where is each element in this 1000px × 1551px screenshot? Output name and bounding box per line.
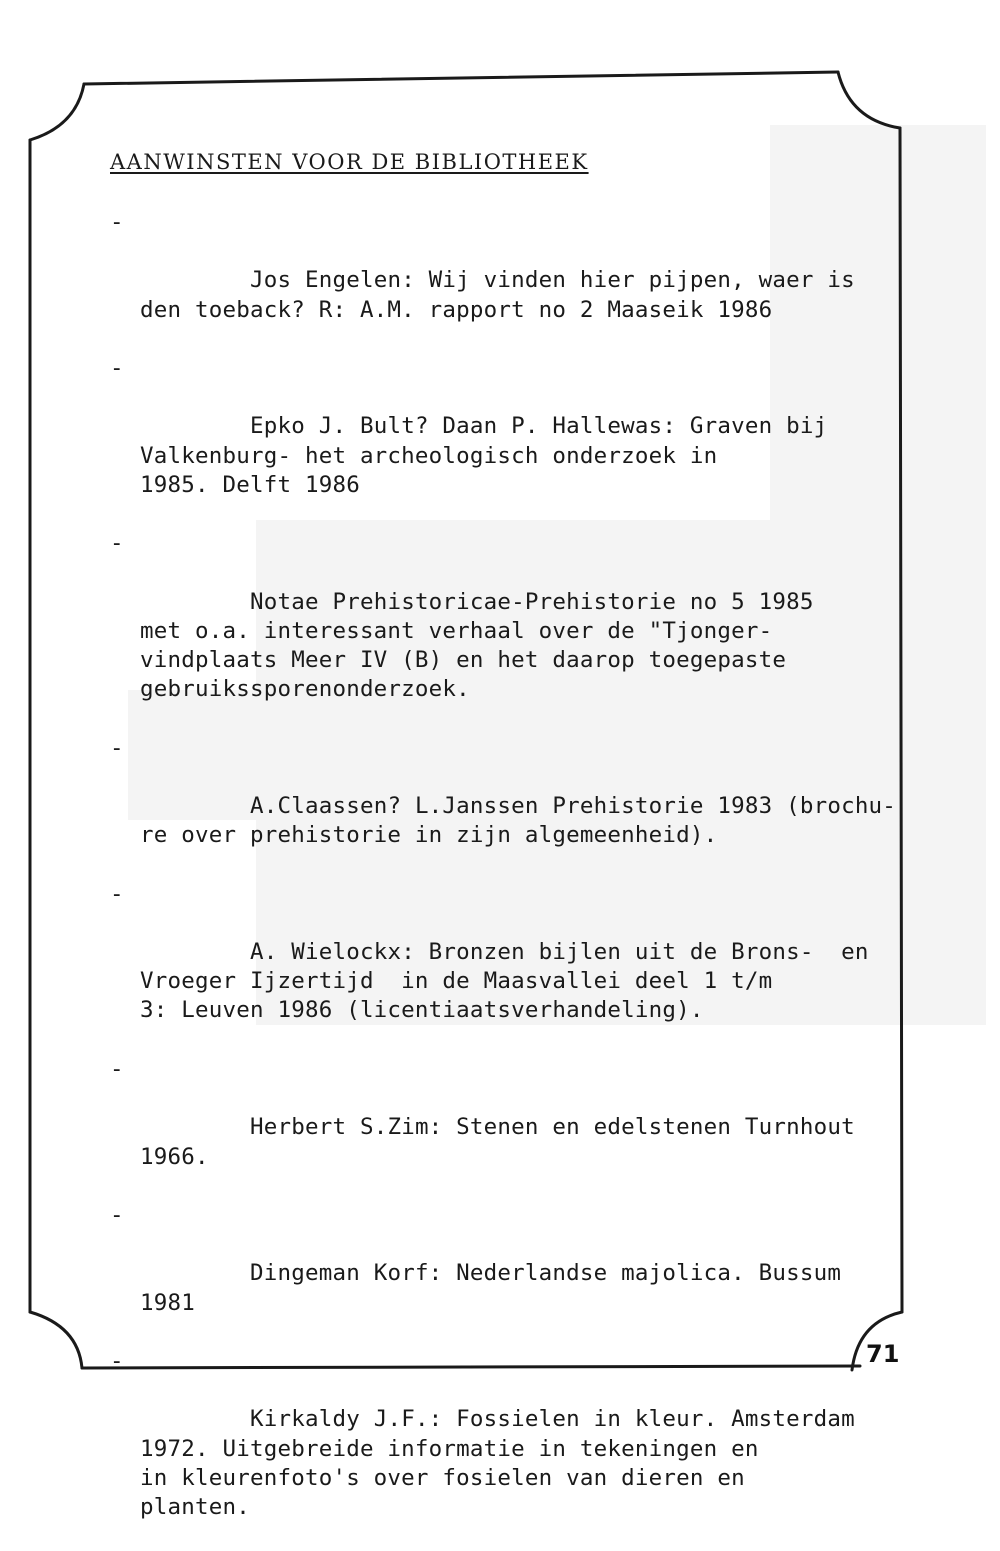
list-item: [108, 880, 898, 1055]
page-number: 71: [866, 1340, 900, 1368]
entry-text: Epko J. Bult? Daan P. Hallewas: Graven bij Valkenburg- het archeologisch onderzoek in 1985. Delft 1986: [140, 413, 828, 498]
entry-text: A. Wielockx: Bronzen bijlen uit de Brons- en Vroeger Ijzertijd in de Maasvallei deel 1 t/m 3: Leuven 1986 (licentiaatsverhandeling).: [140, 939, 869, 1024]
bullet-dash: -: [110, 530, 124, 557]
bullet-dash: -: [110, 1055, 124, 1082]
entry-text: Dingeman Korf: Nederlandse majolica. Bussum 1981: [140, 1260, 855, 1316]
list-item: [108, 354, 898, 529]
entry-text: A.Claassen? L.Janssen Prehistorie 1983 (brochu- re over prehistorie in zijn algemeenheid).: [140, 793, 897, 849]
entry-text: Kirkaldy J.F.: Fossielen in kleur. Amsterdam 1972. Uitgebreide informatie in tekeningen en in kleurenfoto's over fosielen van dieren en planten.: [140, 1406, 855, 1520]
bullet-dash: -: [110, 734, 124, 761]
list-item: [108, 1201, 898, 1347]
bullet-dash: -: [110, 1347, 124, 1374]
list-item: [108, 529, 898, 733]
bullet-dash: -: [110, 1201, 124, 1228]
list-item: [108, 1055, 898, 1201]
bullet-dash: -: [110, 355, 124, 382]
list-item: [108, 1347, 898, 1551]
list-item: [108, 208, 898, 354]
entry-text: Notae Prehistoricae-Prehistorie no 5 1985 met o.a. interessant verhaal over de "Tjonger- vindplaats Meer IV (B) en het daarop toegepaste gebruikssporenonderzoek.: [140, 588, 814, 703]
entry-text: Herbert S.Zim: Stenen en edelstenen Turnhout 1966.: [140, 1114, 855, 1170]
entry-text: Jos Engelen: Wij vinden hier pijpen, waer is den toeback? R: A.M. rapport no 2 Maaseik 1986: [140, 267, 855, 323]
document-body: [108, 150, 898, 1551]
list-item: [108, 734, 898, 880]
document-heading: AANWINSTEN VOOR DE BIBLIOTHEEK: [110, 150, 589, 174]
acquisition-list: [108, 208, 898, 1551]
bullet-dash: -: [110, 209, 124, 235]
bullet-dash: -: [110, 880, 124, 907]
